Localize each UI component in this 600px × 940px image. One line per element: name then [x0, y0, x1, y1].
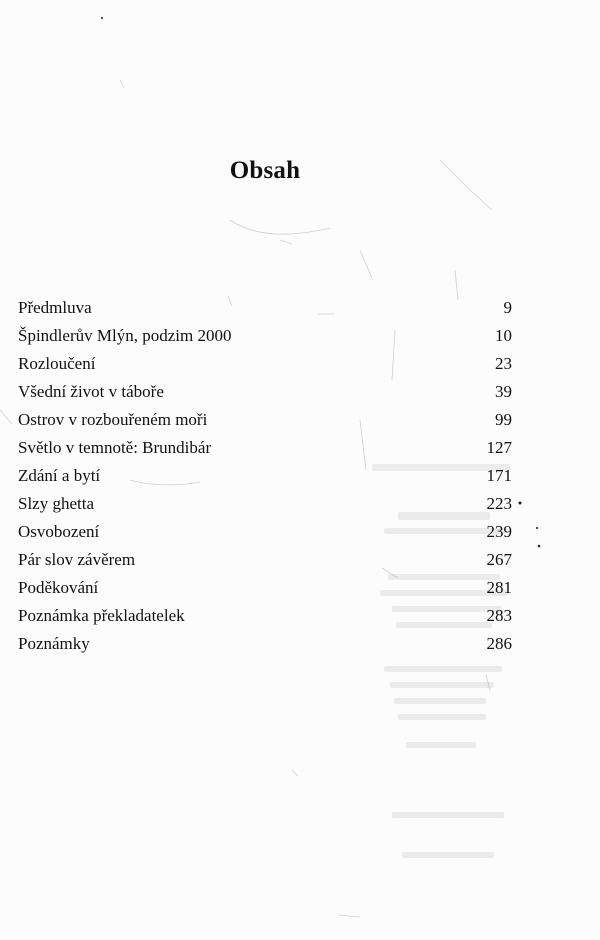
toc-entry-title: Rozloučení — [18, 354, 96, 373]
toc-entry — [18, 602, 512, 630]
toc-entry — [18, 518, 512, 546]
toc-entry — [18, 490, 512, 518]
toc-entry-page-number: 99 — [495, 410, 512, 429]
toc-entry-page-number: 223 — [486, 494, 512, 513]
toc-entry — [18, 630, 512, 658]
toc-entry-page-number: 281 — [486, 578, 512, 597]
toc-entry — [18, 350, 512, 378]
toc-entry-page-number: 286 — [486, 634, 512, 653]
toc-entry-title: Zdání a bytí — [18, 466, 101, 485]
toc-entry — [18, 434, 512, 462]
toc-entry-title: Pár slov závěrem — [18, 550, 136, 569]
toc-entry-title: Špindlerův Mlýn, podzim 2000 — [18, 326, 232, 345]
toc-entry-title: Předmluva — [18, 298, 92, 317]
toc-entry — [18, 574, 512, 602]
toc-entry-page-number: 171 — [486, 466, 512, 485]
toc-entry-title: Poznámky — [18, 634, 90, 653]
toc-entry-title: Slzy ghetta — [18, 494, 95, 513]
toc-entry-page-number: 283 — [486, 606, 512, 625]
toc-entry — [18, 406, 512, 434]
toc-entry-page-number: 10 — [495, 326, 512, 345]
toc-entry-page-number: 9 — [503, 298, 512, 317]
toc-entry — [18, 322, 512, 350]
toc-entry-title: Osvobození — [18, 522, 100, 541]
toc-entry-title: Poděkování — [18, 578, 99, 597]
toc-entry-page-number: 127 — [486, 438, 512, 457]
page-title: Obsah — [229, 157, 301, 184]
table-of-contents — [18, 294, 512, 658]
toc-entry — [18, 294, 512, 322]
toc-entry-page-number: 239 — [486, 522, 512, 541]
toc-entry-page-number: 39 — [495, 382, 512, 401]
toc-entry-page-number: 267 — [486, 550, 512, 569]
toc-entry — [18, 378, 512, 406]
toc-entry-page-number: 23 — [495, 354, 512, 373]
toc-entry — [18, 462, 512, 490]
toc-entry-title: Ostrov v rozbouřeném moři — [18, 410, 208, 429]
toc-entry-title: Všední život v táboře — [18, 382, 164, 401]
toc-entry — [18, 546, 512, 574]
toc-entry-title: Světlo v temnotě: Brundibár — [18, 438, 212, 457]
toc-entry-title: Poznámka překladatelek — [18, 606, 185, 625]
